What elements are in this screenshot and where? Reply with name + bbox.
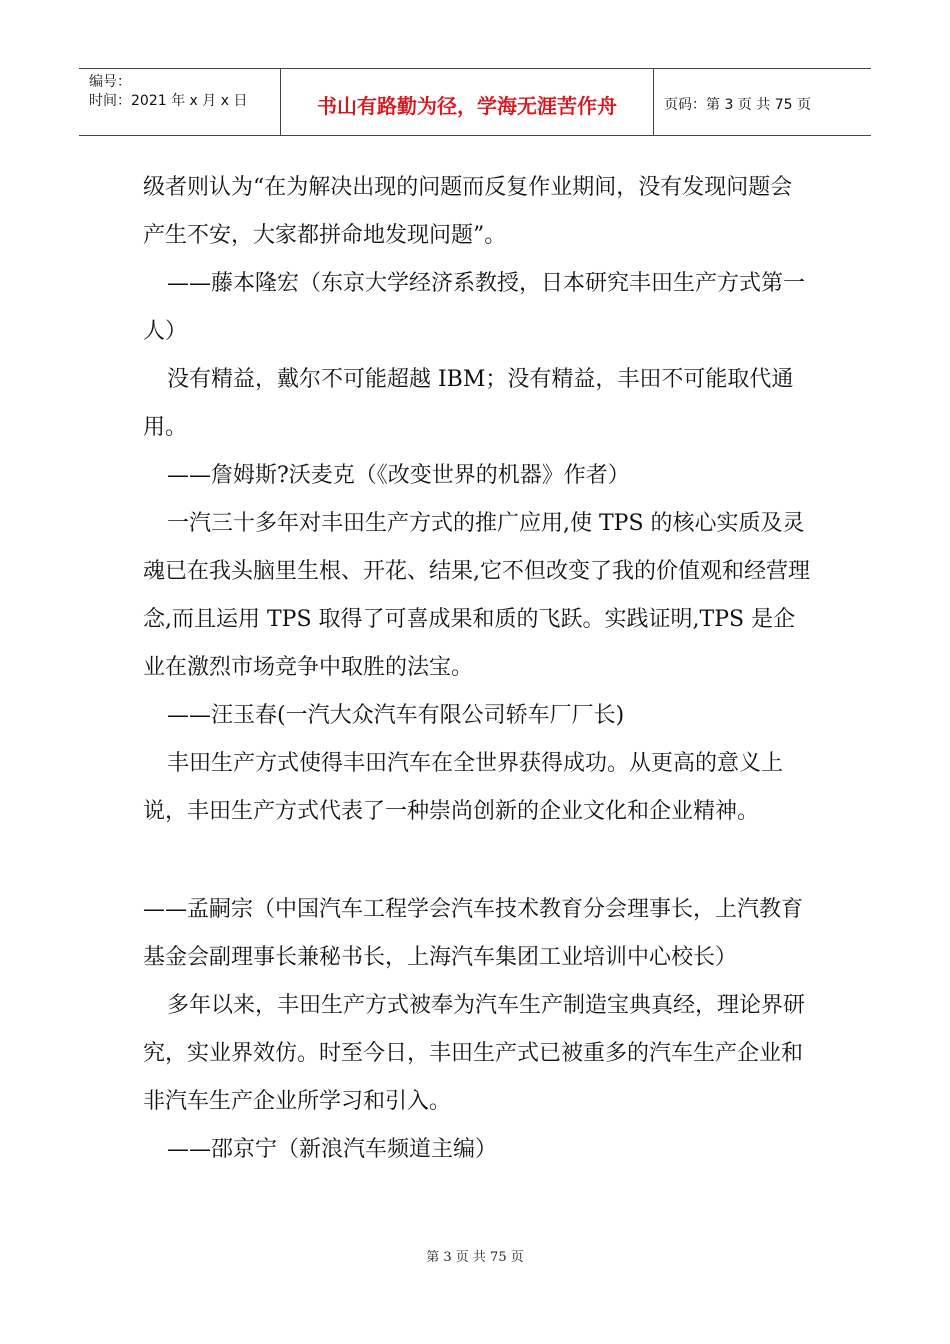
paragraph: 一汽三十多年对丰田生产方式的推广应用,使 TPS 的核心实质及灵魂已在我头脑里生根、开花、结果,它不但改变了我的价值观和经营理念,而且运用 TPS 取得了可喜成果和质的飞跃。实践证明,TPS 是企业在激烈市场竞争中取胜的法宝。 — [143, 511, 810, 680]
page-header — [79, 68, 871, 136]
header-motto: 书山有路勤为径，学海无涯苦作舟 — [281, 69, 654, 135]
document-body — [143, 164, 813, 1174]
paragraph: 没有精益，戴尔不可能超越 IBM；没有精益，丰田不可能取代通用。 — [143, 367, 794, 440]
quote-attribution: ——藤本隆宏（东京大学经济系教授，日本研究丰田生产方式第一人） — [143, 271, 806, 344]
quote-attribution: ——詹姆斯?沃麦克（《改变世界的机器》作者） — [167, 463, 630, 488]
spacer — [143, 836, 813, 886]
header-page-info: 页码：第 3 页 共 75 页 — [664, 97, 811, 113]
number-label: 编号： — [89, 74, 131, 90]
quote-attribution: ——邵京宁（新浪汽车频道主编） — [167, 1137, 498, 1162]
paragraph: 丰田生产方式使得丰田汽车在全世界获得成功。从更高的意义上说，丰田生产方式代表了一种崇尚创新的企业文化和企业精神。 — [143, 751, 784, 824]
quote-attribution: ——孟嗣宗（中国汽车工程学会汽车技术教育分会理事长，上汽教育基金会副理事长兼秘书长，上海汽车集团工业培训中心校长） — [143, 897, 804, 970]
time-label: 时间：2021 年 x 月 x 日 — [89, 93, 248, 109]
header-meta — [79, 69, 281, 135]
quote-attribution: ——汪玉春(一汽大众汽车有限公司轿车厂厂长) — [167, 703, 625, 728]
page-footer: 第 3 页 共 75 页 — [426, 1250, 524, 1265]
paragraph: 多年以来，丰田生产方式被奉为汽车生产制造宝典真经，理论界研究，实业界效仿。时至今日，丰田生产式已被重多的汽车生产企业和非汽车生产企业所学习和引入。 — [143, 993, 806, 1114]
paragraph: 级者则认为“在为解决出现的问题而反复作业期间，没有发现问题会产生不安，大家都拼命地发现问题”。 — [143, 175, 793, 248]
